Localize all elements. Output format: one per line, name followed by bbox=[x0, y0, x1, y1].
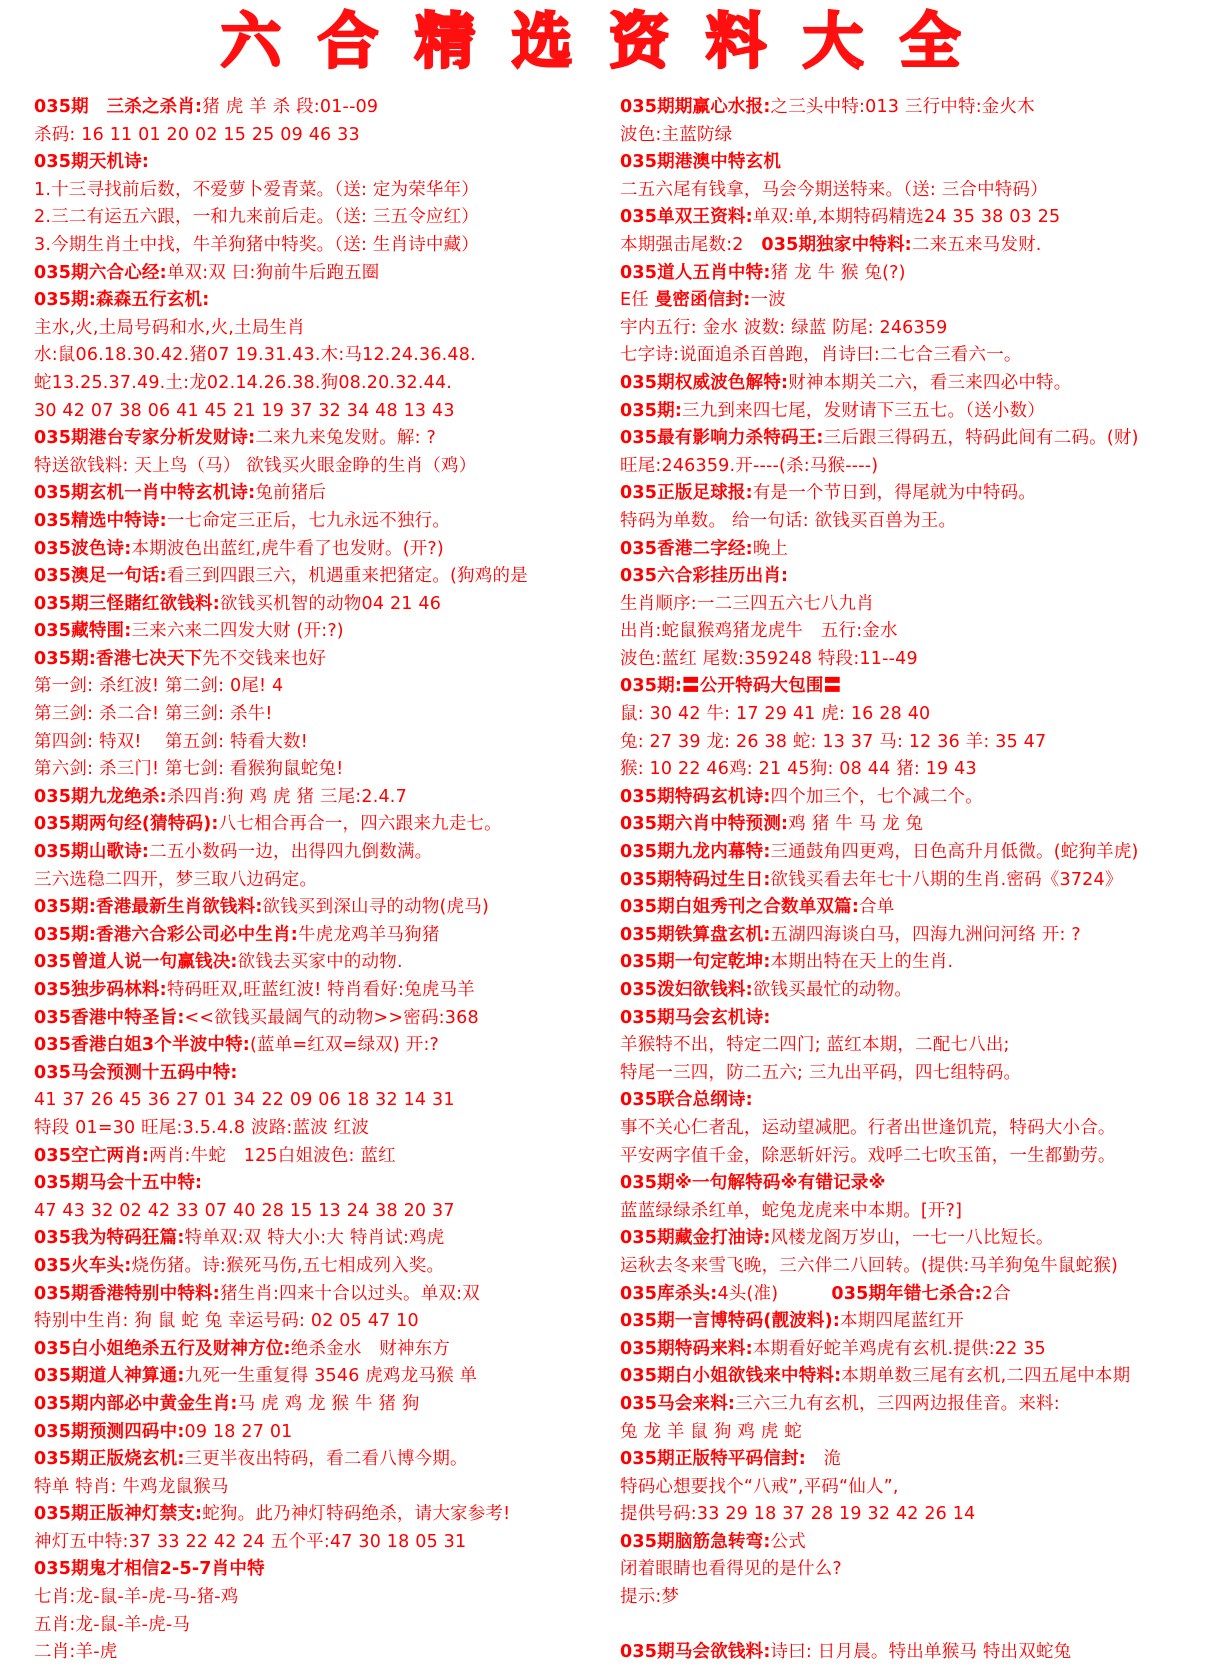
line-text: 第四剑: 特双! 第五剑: 特看大数! bbox=[34, 731, 309, 752]
line-heading: 035期特码玄机诗: bbox=[620, 786, 771, 807]
line-text: 二肖:羊-虎 bbox=[34, 1642, 118, 1663]
line-heading: 035期脑筋急转弯: bbox=[620, 1531, 771, 1552]
left-column bbox=[34, 94, 624, 1667]
right-line bbox=[620, 673, 1210, 701]
left-line bbox=[34, 315, 624, 343]
line-heading: 035库杀头: bbox=[620, 1283, 718, 1304]
line-text: 特别中生肖: 狗 鼠 蛇 兔 幸运号码: 02 05 47 10 bbox=[34, 1311, 419, 1332]
left-line bbox=[34, 1225, 624, 1253]
line-text: 七字诗:说面追杀百兽跑，肖诗曰:二七合三看六一。 bbox=[620, 345, 1022, 366]
right-line bbox=[620, 618, 1210, 646]
left-line bbox=[34, 122, 624, 150]
title-char: 大 bbox=[803, 7, 863, 77]
line-heading: 035道人五肖中特: bbox=[620, 262, 771, 283]
line-text: E任 bbox=[620, 290, 655, 311]
line-heading: 035期三怪賭红欲钱料: bbox=[34, 593, 220, 614]
line-text: (蓝单=红双=绿双) 开:? bbox=[250, 1035, 440, 1056]
line-text: 二来五来马发财. bbox=[911, 234, 1042, 255]
right-line bbox=[620, 563, 1210, 591]
line-heading: 035期鬼才相信2-5-7肖中特 bbox=[34, 1559, 265, 1580]
line-heading: 035期内部必中黄金生肖: bbox=[34, 1393, 238, 1414]
line-text: 1.十三寻找前后数，不爱萝卜爱青菜。（送: 定为荣华年） bbox=[34, 179, 480, 200]
line-heading: 035曾道人说一句赢钱决: bbox=[34, 952, 238, 973]
line-heading: 035马会来料: bbox=[620, 1393, 736, 1414]
left-line bbox=[34, 1639, 624, 1667]
line-text: 诗曰: 日月晨。特出单猴马 特出双蛇兔 bbox=[770, 1642, 1072, 1663]
line-text: 特码心想要找个“八戒”,平码“仙人”, bbox=[620, 1476, 899, 1497]
line-text: 合单 bbox=[859, 897, 895, 918]
line-text: 本期出特在天上的生肖. bbox=[770, 952, 954, 973]
left-line bbox=[34, 1584, 624, 1612]
right-line bbox=[620, 315, 1210, 343]
line-text: 两肖:牛蛇 125白姐波色: 蓝红 bbox=[149, 1145, 396, 1166]
line-text: 之三头中特:013 三行中特:金火木 bbox=[770, 97, 1035, 117]
line-heading: 035藏特围: bbox=[34, 621, 132, 642]
line-text: 09 18 27 01 bbox=[184, 1421, 293, 1442]
left-line bbox=[34, 563, 624, 591]
left-line bbox=[34, 398, 624, 426]
left-line bbox=[34, 977, 624, 1005]
right-column bbox=[620, 94, 1210, 1667]
right-line bbox=[620, 122, 1210, 150]
left-line bbox=[34, 1308, 624, 1336]
left-line bbox=[34, 149, 624, 177]
right-line bbox=[620, 398, 1210, 426]
line-text: 二五小数码一边，出得四九倒数满。 bbox=[149, 842, 433, 863]
right-line bbox=[620, 1115, 1210, 1143]
right-line bbox=[620, 1391, 1210, 1419]
line-text: 单双:双 曰:狗前牛后跑五圈 bbox=[166, 262, 380, 283]
title-char: 资 bbox=[609, 7, 669, 77]
line-heading: 035期白小姐欲钱来中特料: bbox=[620, 1366, 842, 1387]
line-heading: 035期 三杀之杀肖: bbox=[34, 97, 203, 117]
left-line bbox=[34, 1529, 624, 1557]
line-text: 一波 bbox=[750, 290, 786, 311]
left-line bbox=[34, 1391, 624, 1419]
right-line bbox=[620, 1474, 1210, 1502]
line-text: 第一剑: 杀红波! 第二剑: 0尾! 4 bbox=[34, 676, 284, 697]
line-text: 欲钱买到深山寻的动物(虎马) bbox=[262, 897, 489, 918]
line-text: 蓝蓝绿绿杀红单，蛇兔龙虎来中本期。[开?] bbox=[620, 1200, 963, 1221]
right-line bbox=[620, 729, 1210, 757]
line-text: 本期四尾蓝红开 bbox=[840, 1311, 964, 1332]
right-line bbox=[620, 922, 1210, 950]
left-line bbox=[34, 922, 624, 950]
line-heading: 035期年错七杀合: bbox=[831, 1283, 982, 1304]
line-text: 九死一生重复得 3546 虎鸡龙马猴 单 bbox=[184, 1366, 478, 1387]
left-line bbox=[34, 1170, 624, 1198]
right-line bbox=[620, 1198, 1210, 1226]
right-line bbox=[620, 480, 1210, 508]
line-text: 2合 bbox=[981, 1283, 1011, 1304]
line-text: 七肖:龙-鼠-羊-虎-马-猪-鸡 bbox=[34, 1587, 239, 1608]
line-text: 主水,火,土局号码和水,火,土局生肖 bbox=[34, 317, 305, 338]
line-text: 欲钱买看去年七十八期的生肖.密码《3724》 bbox=[770, 869, 1123, 890]
title-char: 选 bbox=[512, 7, 572, 77]
line-text: 牛虎龙鸡羊马狗猪 bbox=[297, 924, 440, 945]
left-line bbox=[34, 1198, 624, 1226]
left-line bbox=[34, 204, 624, 232]
line-heading: 035期:香港七决天下 bbox=[34, 648, 203, 669]
line-text: 宇内五行: 金水 波数: 绿蓝 防尾: 246359 bbox=[620, 317, 948, 338]
left-line bbox=[34, 1281, 624, 1309]
right-line bbox=[620, 94, 1210, 122]
left-line bbox=[34, 811, 624, 839]
right-line bbox=[620, 701, 1210, 729]
left-line bbox=[34, 949, 624, 977]
line-text: 先不交钱来也好 bbox=[202, 648, 327, 669]
line-text: 三后跟三得码五，特码此间有二码。(财) bbox=[823, 428, 1139, 449]
right-line bbox=[620, 1336, 1210, 1364]
line-text: 财神本期关二六，看三来四必中特。 bbox=[788, 372, 1072, 393]
left-line bbox=[34, 1501, 624, 1529]
line-heading: 035香港白姐3个半波中特: bbox=[34, 1035, 251, 1056]
line-heading: 035期玄机一肖中特玄机诗: bbox=[34, 483, 256, 504]
page-title bbox=[0, 0, 1216, 86]
line-text: 猪 虎 羊 杀 段:01--09 bbox=[202, 97, 379, 117]
line-heading: 035正版足球报: bbox=[620, 483, 753, 504]
line-text: 洈 bbox=[805, 1449, 842, 1470]
line-text: 提供号码:33 29 18 37 28 19 32 42 26 14 bbox=[620, 1504, 976, 1525]
line-heading: 035期独家中特料: bbox=[761, 234, 912, 255]
line-text: 47 43 32 02 42 33 07 40 28 15 13 24 38 20 37 bbox=[34, 1200, 455, 1221]
right-line bbox=[620, 756, 1210, 784]
line-heading: 035香港二字经: bbox=[620, 538, 753, 559]
line-text: 有是一个节日到，得尾就为中特码。 bbox=[752, 483, 1037, 504]
line-text: 兔前猪后 bbox=[255, 483, 327, 504]
line-text: 波色:主蓝防绿 bbox=[620, 124, 733, 145]
line-text: 二来九来兔发财。解: ? bbox=[255, 428, 436, 449]
right-line bbox=[620, 232, 1210, 260]
line-text: 特尾一三四，防二五六; 三九出平码，四七组特码。 bbox=[620, 1062, 1022, 1083]
right-line bbox=[620, 1419, 1210, 1447]
line-heading: 曼密函信封: bbox=[654, 290, 751, 311]
left-line bbox=[34, 480, 624, 508]
right-line bbox=[620, 1225, 1210, 1253]
left-line bbox=[34, 1419, 624, 1447]
line-heading: 035期两句经(猜特码): bbox=[34, 814, 219, 835]
line-heading: 035期正版烧玄机: bbox=[34, 1449, 185, 1470]
line-text: 欲钱买最忙的动物。 bbox=[752, 980, 913, 1000]
line-text: 特码为单数。 给一句话: 欲钱买百兽为王。 bbox=[620, 510, 957, 531]
line-heading: 035期:森森五行玄机: bbox=[34, 290, 210, 311]
line-text: 看三到四跟三六，机遇重来把猪定。(狗鸡的是 bbox=[166, 566, 528, 587]
line-text: 三更半夜出特码，看二看八博今期。 bbox=[184, 1449, 468, 1470]
line-text: 蛇13.25.37.49.土:龙02.14.26.38.狗08.20.32.44. bbox=[34, 372, 453, 393]
line-heading: 035我为特码狂篇: bbox=[34, 1228, 185, 1249]
line-text: 三六选稳二四开，梦三取八边码定。 bbox=[34, 869, 318, 890]
line-heading: 035期六合心经: bbox=[34, 262, 167, 283]
left-line bbox=[34, 1556, 624, 1584]
line-text: 出肖:蛇鼠猴鸡猪龙虎牛 五行:金水 bbox=[620, 621, 898, 642]
line-heading: 035期六肖中特预测: bbox=[620, 814, 789, 835]
right-line bbox=[620, 977, 1210, 1005]
line-text: 三通鼓角四更鸡，日色高升月低微。(蛇狗羊虎) bbox=[770, 842, 1139, 863]
title-char: 精 bbox=[415, 7, 475, 77]
right-line bbox=[620, 591, 1210, 619]
line-heading: 035期马会欲钱料: bbox=[620, 1642, 771, 1663]
right-line bbox=[620, 1501, 1210, 1529]
line-heading: 035期预测四码中: bbox=[34, 1421, 185, 1442]
left-line bbox=[34, 1060, 624, 1088]
left-line bbox=[34, 784, 624, 812]
line-text: 绝杀金水 财神东方 bbox=[290, 1338, 451, 1359]
left-line bbox=[34, 591, 624, 619]
left-line bbox=[34, 894, 624, 922]
left-line bbox=[34, 342, 624, 370]
line-heading: 035期:香港最新生肖欲钱料: bbox=[34, 897, 263, 918]
line-text: 特单双:双 特大小:大 特肖试:鸡虎 bbox=[184, 1228, 445, 1249]
line-heading: 035独步码林料: bbox=[34, 980, 167, 1000]
line-heading: 035期正版特平码信封: bbox=[620, 1449, 806, 1470]
line-text: 猪 龙 牛 猴 兔(?) bbox=[770, 262, 906, 283]
right-line bbox=[620, 867, 1210, 895]
line-text: 鸡 猪 牛 马 龙 兔 bbox=[788, 814, 924, 835]
line-heading: 035精选中特诗: bbox=[34, 510, 167, 531]
title-char: 料 bbox=[706, 7, 766, 77]
line-heading: 035期藏金打油诗: bbox=[620, 1228, 771, 1249]
title-char: 六 bbox=[221, 7, 281, 77]
line-heading: 035火车头: bbox=[34, 1255, 132, 1276]
line-text: 第六剑: 杀三门! 第七剑: 看猴狗鼠蛇兔! bbox=[34, 759, 344, 780]
left-line bbox=[34, 1032, 624, 1060]
line-text: 风楼龙阁万岁山，一七一八比短长。 bbox=[770, 1228, 1054, 1249]
left-line bbox=[34, 536, 624, 564]
line-text: 神灯五中特:37 33 22 42 24 五个平:47 30 18 05 31 bbox=[34, 1531, 467, 1552]
line-text: 本期波色出蓝红,虎牛看了也发财。(开?) bbox=[131, 538, 444, 559]
line-text: 兔 龙 羊 鼠 狗 鸡 虎 蛇 bbox=[620, 1421, 802, 1442]
left-line bbox=[34, 287, 624, 315]
right-line bbox=[620, 811, 1210, 839]
line-heading: 035期港台专家分析发财诗: bbox=[34, 428, 256, 449]
title-char: 全 bbox=[900, 7, 960, 77]
right-line bbox=[620, 342, 1210, 370]
line-text: 马 虎 鸡 龙 猴 牛 猪 狗 bbox=[237, 1393, 420, 1414]
right-line bbox=[620, 1308, 1210, 1336]
line-text: 特单 特肖: 牛鸡龙鼠猴马 bbox=[34, 1476, 229, 1497]
right-line bbox=[620, 149, 1210, 177]
left-line bbox=[34, 260, 624, 288]
line-text: 本期强击尾数:2 bbox=[620, 234, 762, 255]
line-heading: 035期特码过生日: bbox=[620, 869, 771, 890]
line-heading: 035期天机诗: bbox=[34, 152, 150, 173]
right-line bbox=[620, 1584, 1210, 1612]
right-line bbox=[620, 1032, 1210, 1060]
right-line bbox=[620, 1556, 1210, 1584]
line-text: 旺尾:246359.开----(杀:马猴----) bbox=[620, 455, 879, 476]
left-line bbox=[34, 453, 624, 481]
line-text: 4头(准) bbox=[717, 1283, 832, 1304]
left-line bbox=[34, 94, 624, 122]
line-text: 运秋去冬来雪飞晚，三六伴二八回转。(提供:马羊狗兔牛鼠蛇猴) bbox=[620, 1255, 1119, 1276]
line-text: 欲钱买机智的动物04 21 46 bbox=[219, 593, 442, 614]
right-line bbox=[620, 784, 1210, 812]
line-text: 五肖:龙-鼠-羊-虎-马 bbox=[34, 1614, 191, 1635]
right-line bbox=[620, 425, 1210, 453]
left-line bbox=[34, 232, 624, 260]
line-heading: 035期※一句解特码※有错记录※ bbox=[620, 1173, 886, 1194]
line-heading: 035期一句定乾坤: bbox=[620, 952, 771, 973]
line-heading: 035期正版神灯禁支: bbox=[34, 1504, 203, 1525]
line-text: 二五六尾有钱拿，马会今期送特来。（送: 三合中特码） bbox=[620, 179, 1048, 200]
line-heading: 035期香港特别中特料: bbox=[34, 1283, 220, 1304]
right-line bbox=[620, 949, 1210, 977]
line-text: 30 42 07 38 06 41 45 21 19 37 32 34 48 13 43 bbox=[34, 400, 455, 421]
line-heading: 035期九龙内幕特: bbox=[620, 842, 771, 863]
right-line bbox=[620, 260, 1210, 288]
line-heading: 035期期赢心水报: bbox=[620, 97, 771, 117]
line-heading: 035期九龙绝杀: bbox=[34, 786, 167, 807]
right-line bbox=[620, 1143, 1210, 1171]
right-line bbox=[620, 287, 1210, 315]
line-text: 猴: 10 22 46鸡: 21 45狗: 08 44 猪: 19 43 bbox=[620, 759, 977, 780]
title-char: 合 bbox=[318, 7, 378, 77]
left-line bbox=[34, 1087, 624, 1115]
line-text: 特段 01=30 旺尾:3.5.4.8 波路:蓝波 红波 bbox=[34, 1117, 370, 1138]
line-heading: 035泼妇欲钱料: bbox=[620, 980, 753, 1000]
line-text: 欲钱去买家中的动物. bbox=[237, 952, 403, 973]
line-text: 鼠: 30 42 牛: 17 29 41 虎: 16 28 40 bbox=[620, 704, 931, 725]
line-text: 单双:单,本期特码精选24 35 38 03 25 bbox=[752, 207, 1061, 228]
left-line bbox=[34, 508, 624, 536]
line-text: 特码旺双,旺蓝红波! 特肖看好:兔虎马羊 bbox=[166, 980, 475, 1000]
left-line bbox=[34, 673, 624, 701]
line-heading: 035香港中特圣旨: bbox=[34, 1007, 185, 1028]
right-line bbox=[620, 1639, 1210, 1667]
right-line bbox=[620, 1005, 1210, 1033]
left-line bbox=[34, 839, 624, 867]
line-heading: 035期马会玄机诗: bbox=[620, 1007, 771, 1028]
line-heading: 035六合彩挂历出肖: bbox=[620, 566, 789, 587]
line-text: 公式 bbox=[770, 1531, 806, 1552]
line-text: <<欲钱买最阔气的动物>>密码:368 bbox=[184, 1007, 479, 1028]
line-text: 特送欲钱料: 天上鸟（马） 欲钱买火眼金睁的生肖（鸡） bbox=[34, 455, 477, 476]
line-heading: 035单双王资料: bbox=[620, 207, 753, 228]
left-line bbox=[34, 1474, 624, 1502]
left-line bbox=[34, 1336, 624, 1364]
line-heading: 035期铁算盘玄机: bbox=[620, 924, 771, 945]
line-heading: 035期:香港六合彩公司必中生肖: bbox=[34, 924, 298, 945]
line-heading: 035期一言博特码(靓波料): bbox=[620, 1311, 841, 1332]
left-line bbox=[34, 756, 624, 784]
line-heading: 035空亡两肖: bbox=[34, 1145, 150, 1166]
right-line bbox=[620, 1446, 1210, 1474]
right-line bbox=[620, 1060, 1210, 1088]
right-line bbox=[620, 1612, 1210, 1640]
right-line bbox=[620, 1170, 1210, 1198]
line-text: 杀码: 16 11 01 20 02 15 25 09 46 33 bbox=[34, 124, 360, 145]
line-text: 杀四肖:狗 鸡 虎 猪 三尾:2.4.7 bbox=[166, 786, 407, 807]
line-text: 猪生肖:四来十合以过头。单双:双 bbox=[219, 1283, 480, 1304]
line-text: 本期单数三尾有玄机,二四五尾中本期 bbox=[841, 1366, 1131, 1387]
right-line bbox=[620, 204, 1210, 232]
left-line bbox=[34, 1005, 624, 1033]
left-line bbox=[34, 425, 624, 453]
left-line bbox=[34, 1143, 624, 1171]
line-text: 波色:蓝红 尾数:359248 特段:11--49 bbox=[620, 648, 918, 669]
line-text: 3.今期生肖土中找，牛羊狗猪中特奖。（送: 生肖诗中藏） bbox=[34, 234, 480, 255]
left-line bbox=[34, 618, 624, 646]
left-line bbox=[34, 1363, 624, 1391]
line-text: 三九到来四七尾，发财请下三五七。（送小数） bbox=[682, 400, 1045, 421]
left-line bbox=[34, 729, 624, 757]
line-heading: 035澳足一句话: bbox=[34, 566, 167, 587]
left-line bbox=[34, 1446, 624, 1474]
line-text: 本期看好蛇羊鸡虎有玄机.提供:22 35 bbox=[752, 1338, 1046, 1359]
line-text: 四个加三个，七个减二个。 bbox=[770, 786, 983, 807]
line-text: 一七命定三正后，七九永远不独行。 bbox=[166, 510, 451, 531]
left-line bbox=[34, 177, 624, 205]
right-line bbox=[620, 177, 1210, 205]
line-heading: 035期马会十五中特: bbox=[34, 1173, 203, 1194]
line-text: 第三剑: 杀二合! 第三剑: 杀牛! bbox=[34, 704, 273, 725]
right-line bbox=[620, 1281, 1210, 1309]
line-text: 提示:梦 bbox=[620, 1587, 680, 1608]
left-line bbox=[34, 867, 624, 895]
left-line bbox=[34, 701, 624, 729]
line-text: 三六三九有玄机，三四两边报佳音。来料: bbox=[735, 1393, 1060, 1414]
line-text: 水:鼠06.18.30.42.猪07 19.31.43.木:马12.24.36.48. bbox=[34, 345, 476, 366]
line-text: 兔: 27 39 龙: 26 38 蛇: 13 37 马: 12 36 羊: 35 47 bbox=[620, 731, 1047, 752]
right-line bbox=[620, 1529, 1210, 1557]
line-text: 生肖顺序:一二三四五六七八九肖 bbox=[620, 593, 874, 614]
right-line bbox=[620, 839, 1210, 867]
left-line bbox=[34, 1115, 624, 1143]
line-heading: 035最有影响力杀特码王: bbox=[620, 428, 824, 449]
line-heading: 035期山歌诗: bbox=[34, 842, 150, 863]
line-text: 烧伤猪。诗:猴死马伤,五七相成列入奖。 bbox=[131, 1255, 445, 1276]
line-heading: 035白小姐绝杀五行及财神方位: bbox=[34, 1338, 291, 1359]
right-line bbox=[620, 1363, 1210, 1391]
line-heading: 035期道人神算通: bbox=[34, 1366, 185, 1387]
right-line bbox=[620, 894, 1210, 922]
right-line bbox=[620, 370, 1210, 398]
right-line bbox=[620, 1253, 1210, 1281]
right-line bbox=[620, 453, 1210, 481]
left-line bbox=[34, 1612, 624, 1640]
line-text: 平安两字值千金，除恶斩奸污。戏呼二七吹玉笛，一生都勤劳。 bbox=[620, 1145, 1116, 1166]
right-line bbox=[620, 646, 1210, 674]
line-heading: 035期: bbox=[620, 400, 683, 421]
line-heading: 035期特码来料: bbox=[620, 1338, 753, 1359]
left-line bbox=[34, 646, 624, 674]
line-text: 闭着眼睛也看得见的是什么? bbox=[620, 1559, 842, 1580]
line-text: 晚上 bbox=[752, 538, 789, 559]
line-text: 羊猴特不出，特定二四门; 蓝红本期，二配七八出; bbox=[620, 1035, 1010, 1056]
right-line bbox=[620, 508, 1210, 536]
line-text: 事不关心仁者乱，运动望减肥。行者出世逢饥荒，特码大小合。 bbox=[620, 1117, 1116, 1138]
line-text: 五湖四海谈白马，四海九洲问河络 开: ? bbox=[770, 924, 1081, 945]
right-line bbox=[620, 536, 1210, 564]
line-heading: 035马会预测十五码中特: bbox=[34, 1062, 238, 1083]
line-heading: 035期白姐秀刊之合数单双篇: bbox=[620, 897, 860, 918]
line-text: 41 37 26 45 36 27 01 34 22 09 06 18 32 14 31 bbox=[34, 1090, 455, 1111]
line-heading: 035期港澳中特玄机 bbox=[620, 152, 782, 173]
line-heading: 035期:〓公开特码大包围〓 bbox=[620, 676, 842, 697]
line-heading: 035联合总纲诗: bbox=[620, 1090, 753, 1111]
line-text: 蛇狗。此乃神灯特码绝杀，请大家参考! bbox=[202, 1504, 511, 1525]
line-heading: 035期权威波色解特: bbox=[620, 372, 789, 393]
line-text: 2.三二有运五六跟，一和九来前后走。（送: 三五令应红） bbox=[34, 207, 480, 228]
left-line bbox=[34, 1253, 624, 1281]
right-line bbox=[620, 1087, 1210, 1115]
line-heading: 035波色诗: bbox=[34, 538, 132, 559]
line-text: 八七相合再合一，四六跟来九走七。 bbox=[218, 814, 502, 835]
left-line bbox=[34, 370, 624, 398]
line-text: 三来六来二四发大财 (开:?) bbox=[131, 621, 344, 642]
